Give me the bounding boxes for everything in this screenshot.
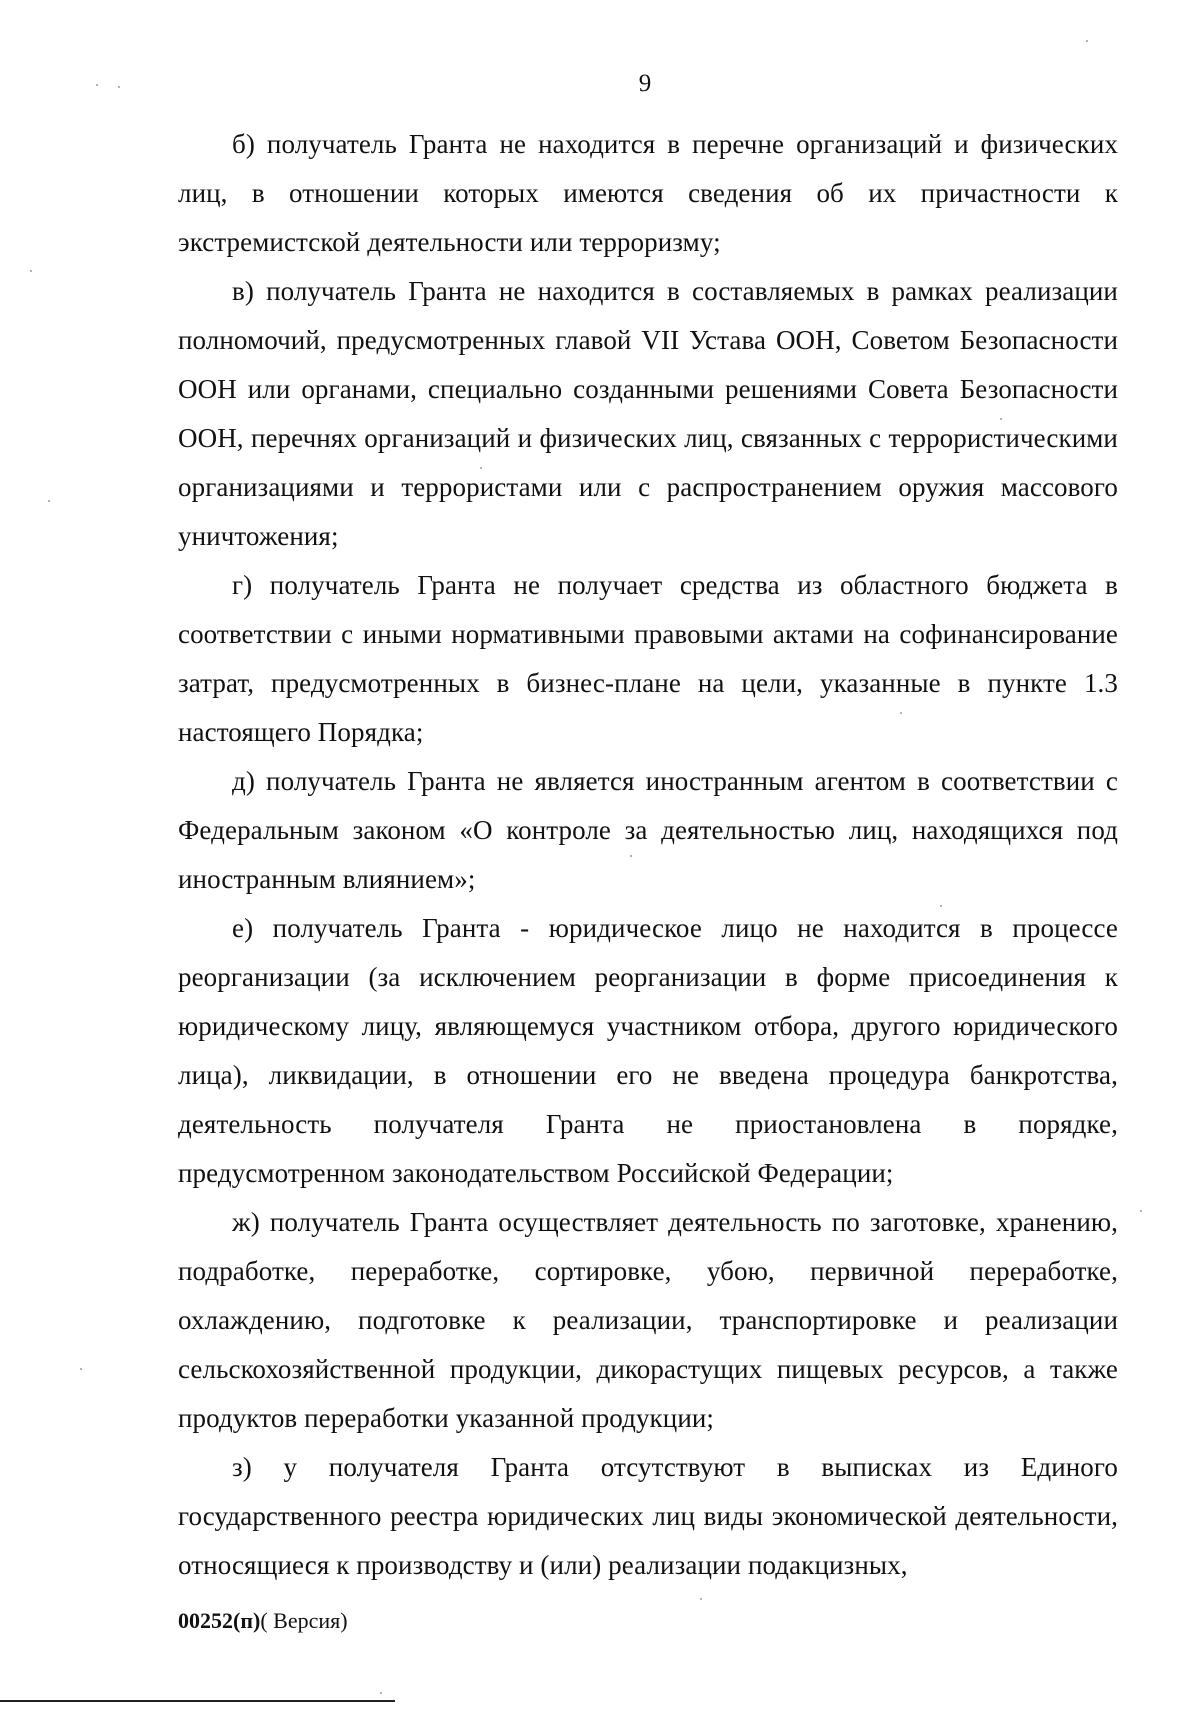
paragraph-v: в) получатель Гранта не находится в составляемых в рамках реализации полномочий, предусмотренных главой VII Устава ООН, Советом Безопасности ООН или органами, специально созданными решениями Совета Безопасности ООН, перечнях организаций и физических лиц, связанных с террористическими организациями и террористами или с распространением оружия массового уничтожения; — [178, 276, 1118, 551]
scan-speck — [480, 467, 482, 469]
scan-speck — [940, 905, 942, 907]
scan-speck — [1140, 1210, 1142, 1212]
scan-speck — [48, 500, 50, 502]
paragraph-g: г) получатель Гранта не получает средства из областного бюджета в соответствии с иными нормативными правовыми актами на софинансирование затрат, предусмотренных в бизнес-плане на цели, указанные в пункте 1.3 настоящего Порядка; — [178, 570, 1118, 747]
scan-speck — [630, 855, 632, 857]
paragraph-d: д) получатель Гранта не является иностранным агентом в соответствии с Федеральным законом «О контроле за деятельностью лиц, находящихся под иностранным влиянием»; — [178, 766, 1118, 894]
scan-speck — [80, 1368, 82, 1370]
paragraph-b: б) получатель Гранта не находится в перечне организаций и физических лиц, в отношении которых имеются сведения об их причастности к экстремистской деятельности или терроризму; — [178, 129, 1118, 257]
scan-speck — [118, 86, 120, 88]
bottom-scan-edge — [0, 1700, 395, 1702]
document-code — [178, 1608, 348, 1634]
scan-speck — [700, 1598, 702, 1600]
scan-speck — [96, 84, 98, 86]
document-number: 00252(п) — [178, 1608, 261, 1633]
scan-speck — [30, 270, 32, 272]
scan-speck — [380, 1692, 382, 1694]
paragraph-e: е) получатель Гранта - юридическое лицо не находится в процессе реорганизации (за исключением реорганизации в форме присоединения к юридическому лицу, являющемуся участником отбора, другого юридического лица), ликвидации, в отношении его не введена процедура банкротства, деятельность получателя Гранта не приостановлена в порядке, предусмотренном законодательством Российской Федерации; — [178, 913, 1118, 1188]
scan-speck — [900, 712, 902, 714]
scan-speck — [1086, 40, 1088, 42]
page-number: 9 — [638, 70, 652, 97]
paragraph-z: з) у получателя Гранта отсутствуют в выписках из Единого государственного реестра юридических лиц виды экономической деятельности, относящиеся к производству и (или) реализации подакцизных, — [178, 1452, 1118, 1580]
document-version: ( Версия) — [260, 1608, 348, 1633]
paragraph-zh: ж) получатель Гранта осуществляет деятельность по заготовке, хранению, подработке, переработке, сортировке, убою, первичной переработке, охлаждению, подготовке к реализации, транспортировке и реализации сельскохозяйственной продукции, дикорастущих пищевых ресурсов, а также продуктов переработки указанной продукции; — [178, 1207, 1118, 1433]
document-body — [178, 120, 1118, 1590]
scan-speck — [1000, 418, 1002, 420]
